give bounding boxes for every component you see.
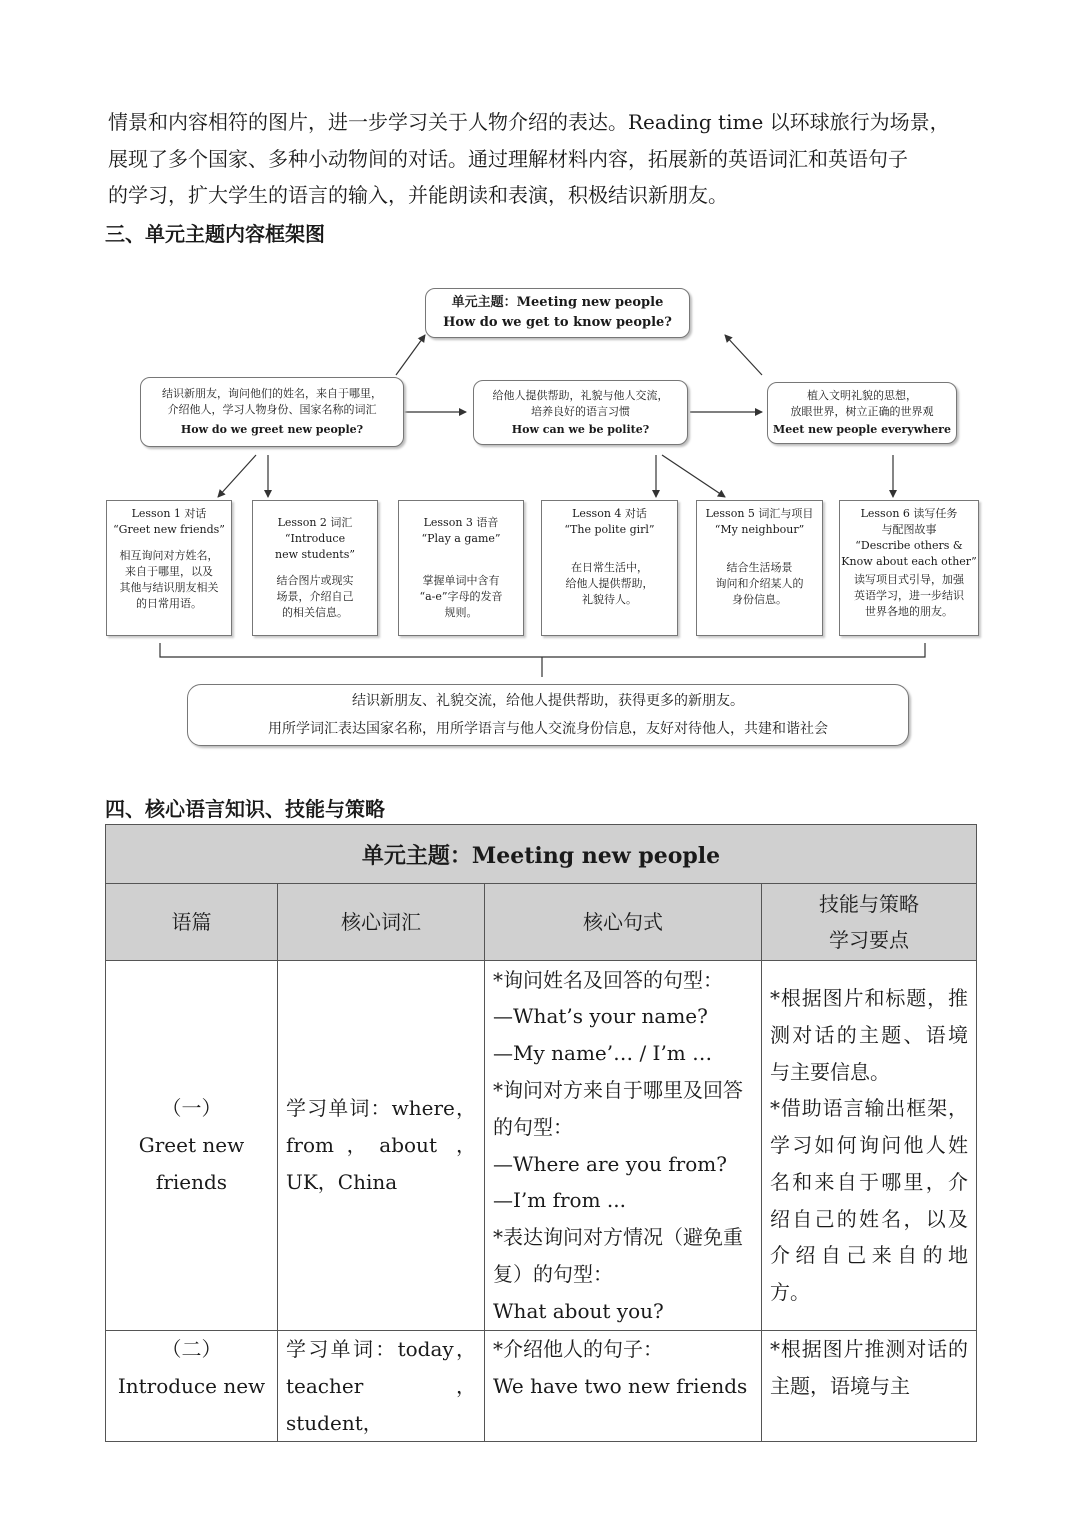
mid-center-line: 给他人提供帮助，礼貌与他人交流， bbox=[492, 388, 669, 402]
column-header-text: 语篇 bbox=[106, 884, 278, 961]
mid-left-line: 介绍他人，学习人物身份、国家名称的词汇 bbox=[167, 403, 377, 416]
unit-framework-diagram bbox=[100, 280, 985, 755]
lesson-box-3 bbox=[398, 500, 524, 636]
cell-vocab: 学习单词：today，teacher，student， bbox=[278, 1331, 485, 1442]
lesson-body: 读写项目式引导，加强 bbox=[854, 573, 964, 586]
intro-paragraph bbox=[108, 104, 988, 214]
cell-sentences: *询问姓名及回答的句型： —What’s your name? —My name’… / I’m … *询问对方来自于哪里及回答的句型： —Where are you from? —I’m from ... *表达询问对方情况（避免重复）的句型： What about you? bbox=[485, 961, 762, 1331]
lesson-head: Lesson 3 语音 bbox=[423, 516, 499, 529]
diagram-bottom-box bbox=[187, 684, 909, 746]
lesson-head: Lesson 2 词汇 bbox=[277, 516, 353, 529]
lesson-head: “Introduce bbox=[284, 532, 346, 545]
lesson-head: “Greet new friends” bbox=[113, 523, 225, 536]
arrow-to-lesson-5 bbox=[662, 455, 725, 497]
cell-text: （一） Greet new friends bbox=[106, 961, 278, 1331]
cell-vocab: 学习单词：where，from，about ，UK，China bbox=[278, 961, 485, 1331]
lesson-head: new students” bbox=[275, 548, 355, 561]
intro-line: 展现了多个国家、多种小动物间的对话。通过理解材料内容，拓展新的英语词汇和英语句子 bbox=[108, 146, 908, 171]
lesson-body: 的相关信息。 bbox=[282, 606, 348, 619]
lesson-body: 规则。 bbox=[444, 606, 478, 619]
diagram-top-line1: 单元主题：Meeting new people bbox=[451, 295, 664, 310]
mid-left-en: How do we greet new people? bbox=[180, 423, 364, 436]
arrow-from-right-to-top bbox=[725, 335, 762, 375]
lesson-head: “My neighbour” bbox=[714, 523, 805, 536]
lesson-head: Lesson 1 对话 bbox=[131, 507, 207, 520]
cell-skills: *根据图片和标题，推测对话的主题、语境与主要信息。 *借助语言输出框架，学习如何询问他人姓名和来自于哪里，介绍自己的姓名，以及介绍自己来自的地方。 bbox=[762, 961, 977, 1331]
lesson-body: 结合图片或现实 bbox=[276, 574, 354, 587]
lesson-body: 其他与结识朋友相关 bbox=[119, 581, 219, 594]
column-header-vocab: 核心词汇 bbox=[278, 884, 485, 961]
column-header-sentences: 核心句式 bbox=[485, 884, 762, 961]
mid-right-en: Meet new people everywhere bbox=[773, 423, 951, 436]
lesson-body: 的日常用语。 bbox=[136, 597, 202, 610]
lesson-body: 场景，介绍自己 bbox=[276, 590, 354, 603]
mid-left-line: 结识新朋友，询问他们的姓名，来自于哪里， bbox=[162, 387, 382, 400]
lesson-body: 掌握单词中含有 bbox=[422, 574, 500, 587]
lesson-box-6 bbox=[839, 500, 979, 636]
arrow-to-top bbox=[396, 335, 425, 375]
lesson-box-2 bbox=[252, 500, 378, 636]
lesson-head: “The polite girl” bbox=[564, 523, 655, 536]
column-header-skills: 技能与策略 学习要点 bbox=[762, 884, 977, 961]
core-knowledge-table bbox=[105, 824, 977, 1442]
diagram-mid-center-box bbox=[473, 380, 688, 445]
table-row bbox=[106, 1331, 977, 1442]
lesson-body: 来自于哪里，以及 bbox=[125, 565, 213, 578]
lesson-head: Know about each other” bbox=[841, 555, 977, 568]
bottom-line2: 用所学词汇表达国家名称，用所学语言与他人交流身份信息，友好对待他人，共建和谐社会 bbox=[268, 721, 828, 737]
lessons-bracket bbox=[160, 643, 925, 657]
lesson-box-4 bbox=[541, 500, 678, 636]
cell-sentences: *介绍他人的句子： We have two new friends bbox=[485, 1331, 762, 1442]
mid-center-en: How can we be polite? bbox=[511, 422, 650, 436]
lesson-body: 世界各地的朋友。 bbox=[865, 605, 953, 618]
table-row bbox=[106, 961, 977, 1331]
lesson-body: 礼貌待人。 bbox=[582, 593, 637, 606]
bottom-line1: 结识新朋友、礼貌交流，给他人提供帮助，获得更多的新朋友。 bbox=[352, 693, 744, 709]
intro-line: 情景和内容相符的图片，进一步学习关于人物介绍的表达。Reading time 以环球旅行为场景， bbox=[108, 110, 950, 134]
section-4-heading: 四、核心语言知识、技能与策略 bbox=[105, 797, 385, 821]
lesson-box-5 bbox=[696, 500, 823, 636]
cell-skills: *根据图片推测对话的主题，语境与主 bbox=[762, 1331, 977, 1442]
mid-right-line: 植入文明礼貌的思想， bbox=[807, 389, 917, 402]
lesson-body: “a-e”字母的发音 bbox=[419, 590, 503, 603]
lesson-body: 询问和介绍某人的 bbox=[715, 577, 804, 590]
section-3-heading: 三、单元主题内容框架图 bbox=[105, 222, 325, 246]
lesson-box-1 bbox=[106, 500, 232, 636]
lesson-body: 相互询问对方姓名， bbox=[119, 549, 219, 562]
lesson-head: Lesson 5 词汇与项目 bbox=[705, 507, 814, 520]
lesson-body: 结合生活场景 bbox=[726, 561, 793, 574]
diagram-mid-left-box bbox=[140, 377, 404, 447]
diagram-mid-right-box bbox=[767, 382, 957, 444]
intro-line: 的学习，扩大学生的语言的输入，并能朗读和表演，积极结识新朋友。 bbox=[108, 183, 728, 207]
mid-center-line: 培养良好的语言习惯 bbox=[531, 404, 630, 418]
diagram-top-box bbox=[425, 288, 690, 338]
cell-text: （二） Introduce new bbox=[106, 1331, 278, 1442]
lesson-body: 给他人提供帮助， bbox=[565, 577, 654, 590]
lesson-head: Lesson 6 读写任务 bbox=[860, 507, 958, 520]
lesson-head: 与配图故事 bbox=[881, 523, 937, 536]
table-title: 单元主题：Meeting new people bbox=[106, 825, 977, 884]
diagram-top-line2: How do we get to know people? bbox=[443, 315, 672, 330]
lesson-body: 在日常生活中， bbox=[571, 561, 648, 574]
lesson-head: Lesson 4 对话 bbox=[572, 507, 647, 520]
lesson-head: “Play a game” bbox=[421, 532, 501, 545]
lesson-head: “Describe others & bbox=[855, 539, 963, 552]
lesson-body: 身份信息。 bbox=[732, 593, 787, 606]
mid-right-line: 放眼世界，树立正确的世界观 bbox=[790, 405, 934, 418]
arrow-to-lesson-1 bbox=[218, 455, 256, 497]
lesson-body: 英语学习，进一步结识 bbox=[854, 589, 964, 602]
